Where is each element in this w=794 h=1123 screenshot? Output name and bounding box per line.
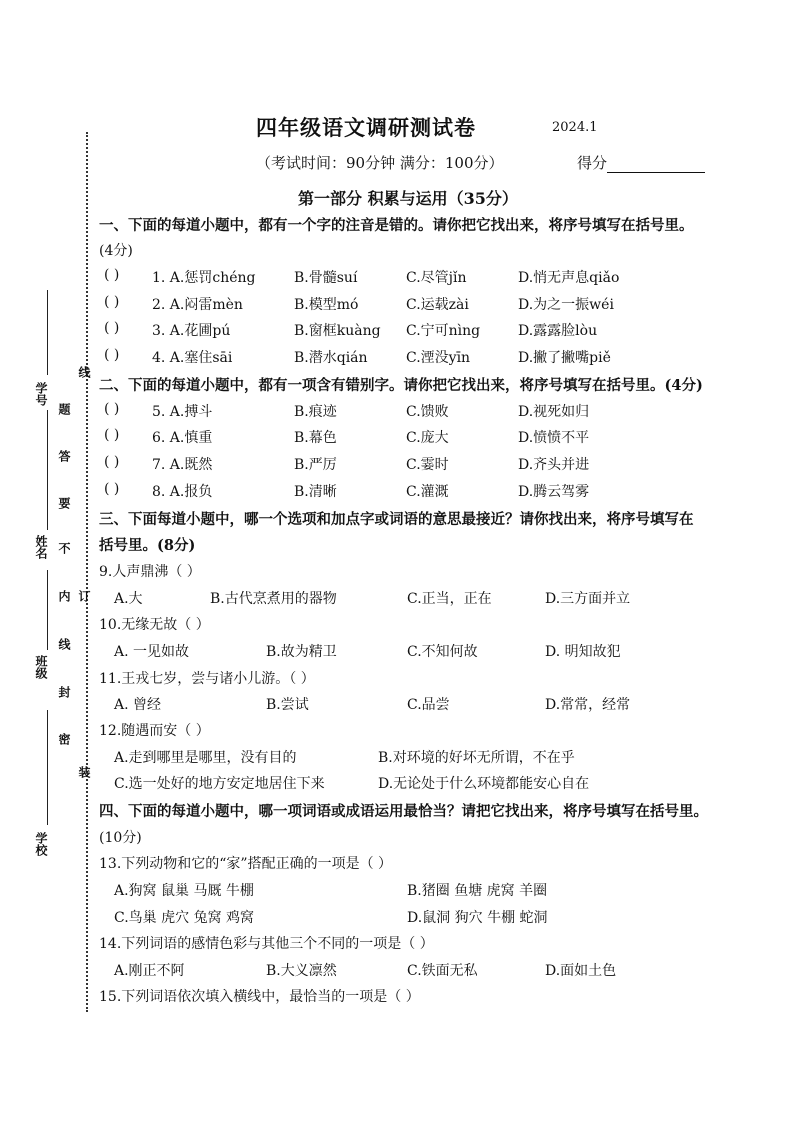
option-a: A.狗窝 鼠巢 马厩 牛棚 <box>114 883 254 899</box>
margin-class-label: 班级 <box>34 655 48 679</box>
q13-options-ab <box>114 880 754 900</box>
option-d: D.露露脸lòu <box>518 323 598 339</box>
q9-stem: 9.人声鼎沸（ ） <box>99 564 201 580</box>
q13-options-cd <box>114 907 754 927</box>
section1-score: (4分) <box>99 243 133 259</box>
answer-paren[interactable]: ( ) <box>104 320 120 336</box>
q12-stem: 12.随遇而安（ ） <box>99 723 210 739</box>
section3-title-cont: 括号里。(8分) <box>99 537 196 554</box>
option-b: B.骨髓suí <box>294 270 358 286</box>
option-c: C.湮没yīn <box>406 350 471 366</box>
option-a: 7. A.既然 <box>152 457 213 473</box>
option-d: D.悄无声息qiǎo <box>518 270 620 286</box>
option-c: C.鸟巢 虎穴 兔窝 鸡窝 <box>114 910 255 926</box>
answer-paren[interactable]: ( ) <box>104 454 120 470</box>
option-c: C.灌溉 <box>406 484 449 500</box>
option-c: C.霎时 <box>406 457 449 473</box>
option-c: C.正当，正在 <box>407 591 492 607</box>
seal-word-4: 要 <box>57 497 71 509</box>
q15-stem: 15.下列词语依次填入横线中，最恰当的一项是（ ） <box>99 989 420 1005</box>
exam-date: 2024.1 <box>552 120 598 135</box>
option-c: C.不知何故 <box>407 644 478 660</box>
option-c: C.庞大 <box>406 430 449 446</box>
option-d: D.腾云驾雾 <box>518 484 590 500</box>
option-b: B.痕迹 <box>294 404 337 420</box>
seal-word-2: 题 <box>57 403 71 415</box>
seal-word-10: 装 <box>77 766 91 778</box>
seal-word-8: 封 <box>57 686 71 698</box>
option-b: B.对环境的好坏无所谓，不在乎 <box>378 750 575 766</box>
seal-word-6: 内 <box>57 590 71 602</box>
option-d: D.面如土色 <box>545 963 617 979</box>
option-a: 2. A.闷雷mèn <box>152 297 243 313</box>
q14-options <box>114 960 754 980</box>
part1-title: 第一部分 积累与运用（35分） <box>298 189 518 208</box>
section1-title: 一、下面的每道小题中，都有一个字的注音是错的。请你把它找出来，将序号填写在括号里。 <box>99 217 694 234</box>
section3-title: 三、下面每道小题中，哪一个选项和加点字或词语的意思最接近？请你找出来，将序号填写在 <box>99 511 694 528</box>
margin-line-3 <box>47 570 48 650</box>
option-a: 6. A.慎重 <box>152 430 213 446</box>
score-blank[interactable] <box>607 158 705 173</box>
binding-dotted-line <box>86 132 88 1012</box>
option-c: C.运载zài <box>406 297 469 313</box>
option-d: D.愤愤不平 <box>518 430 590 446</box>
margin-line-4 <box>47 710 48 825</box>
seal-word-1: 线 <box>77 366 91 378</box>
option-d: D.无论处于什么环境都能安心自在 <box>378 776 590 792</box>
option-c: C.尽管jǐn <box>406 270 467 286</box>
q8-row <box>104 481 744 501</box>
option-d: D.为之一振wéi <box>518 297 614 313</box>
option-a: A.走到哪里是哪里，没有目的 <box>114 750 297 766</box>
option-b: B.窗框kuàng <box>294 323 381 339</box>
option-b: B.清晰 <box>294 484 337 500</box>
seal-word-9: 密 <box>57 733 71 745</box>
option-a: 4. A.塞住sāi <box>152 350 233 366</box>
option-d: D.鼠洞 狗穴 牛棚 蛇洞 <box>407 910 548 926</box>
section2-title: 二、下面的每道小题中，都有一项含有错别字。请你把它找出来，将序号填写在括号里。(4分) <box>99 377 703 394</box>
option-d: D.齐头并进 <box>518 457 590 473</box>
option-b: B.潜水qián <box>294 350 368 366</box>
option-c: C.宁可nìng <box>406 323 481 339</box>
answer-paren[interactable]: ( ) <box>104 347 120 363</box>
option-a: A. 曾经 <box>114 697 162 713</box>
answer-paren[interactable]: ( ) <box>104 427 120 443</box>
option-a: A.大 <box>114 591 143 607</box>
option-c: C.选一处好的地方安定地居住下来 <box>114 776 325 792</box>
score-field[interactable] <box>577 152 705 173</box>
exam-title: 四年级语文调研测试卷 <box>256 115 476 140</box>
section4-title: 四、下面的每道小题中，哪一项词语或成语运用最恰当？请把它找出来，将序号填写在括号里。 <box>99 803 708 820</box>
margin-school-label: 学校 <box>34 832 48 856</box>
option-d: D.三方面并立 <box>545 591 631 607</box>
q10-options <box>114 641 754 661</box>
option-a: 5. A.搏斗 <box>152 404 213 420</box>
option-b: B.严厉 <box>294 457 337 473</box>
q12-options-cd <box>114 773 754 793</box>
answer-paren[interactable]: ( ) <box>104 267 120 283</box>
q6-row <box>104 427 744 447</box>
q14-stem: 14.下列词语的感情色彩与其他三个不同的一项是（ ） <box>99 936 434 952</box>
option-c: C.铁面无私 <box>407 963 478 979</box>
option-b: B.故为精卫 <box>266 644 337 660</box>
option-b: B.大义凛然 <box>266 963 337 979</box>
option-a: A. 一见如故 <box>114 644 190 660</box>
option-a: 1. A.惩罚chéng <box>152 270 256 286</box>
answer-paren[interactable]: ( ) <box>104 294 120 310</box>
option-d: D. 明知故犯 <box>545 644 621 660</box>
option-d: D.视死如归 <box>518 404 590 420</box>
q4-row <box>104 347 744 367</box>
option-b: B.尝试 <box>266 697 309 713</box>
q3-row <box>104 320 744 340</box>
q2-row <box>104 294 744 314</box>
option-c: C.馈败 <box>406 404 449 420</box>
answer-paren[interactable]: ( ) <box>104 401 120 417</box>
q11-options <box>114 694 754 714</box>
section4-score: (10分) <box>99 830 142 846</box>
margin-line-2 <box>47 410 48 530</box>
seal-word-11: 订 <box>77 590 91 602</box>
q13-stem: 13.下列动物和它的“家”搭配正确的一项是（ ） <box>99 856 393 872</box>
seal-word-3: 答 <box>57 450 71 462</box>
margin-student-no-label: 学号 <box>34 382 48 406</box>
option-b: B.猪圈 鱼塘 虎窝 羊圈 <box>407 883 548 899</box>
exam-info: （考试时间：90分钟 满分：100分） <box>256 154 504 172</box>
option-c: C.品尝 <box>407 697 450 713</box>
q12-options-ab <box>114 747 754 767</box>
answer-paren[interactable]: ( ) <box>104 481 120 497</box>
option-a: 3. A.花圃pú <box>152 323 231 339</box>
option-b: B.幕色 <box>294 430 337 446</box>
q9-options <box>114 588 754 608</box>
q1-row <box>104 267 744 287</box>
option-a: 8. A.报负 <box>152 484 213 500</box>
q5-row <box>104 401 744 421</box>
seal-word-7: 线 <box>57 638 71 650</box>
option-a: A.刚正不阿 <box>114 963 185 979</box>
option-d: D.撇了撇嘴piě <box>518 350 611 366</box>
margin-line-1 <box>47 290 48 375</box>
option-d: D.常常，经常 <box>545 697 631 713</box>
margin-name-label: 姓名 <box>34 535 48 559</box>
score-label: 得分 <box>577 154 608 172</box>
option-b: B.古代烹煮用的器物 <box>210 591 337 607</box>
q10-stem: 10.无缘无故（ ） <box>99 617 210 633</box>
q7-row <box>104 454 744 474</box>
seal-word-5: 不 <box>57 542 71 554</box>
q11-stem: 11.王戎七岁，尝与诸小儿游。（ ） <box>99 671 315 687</box>
option-b: B.模型mó <box>294 297 359 313</box>
